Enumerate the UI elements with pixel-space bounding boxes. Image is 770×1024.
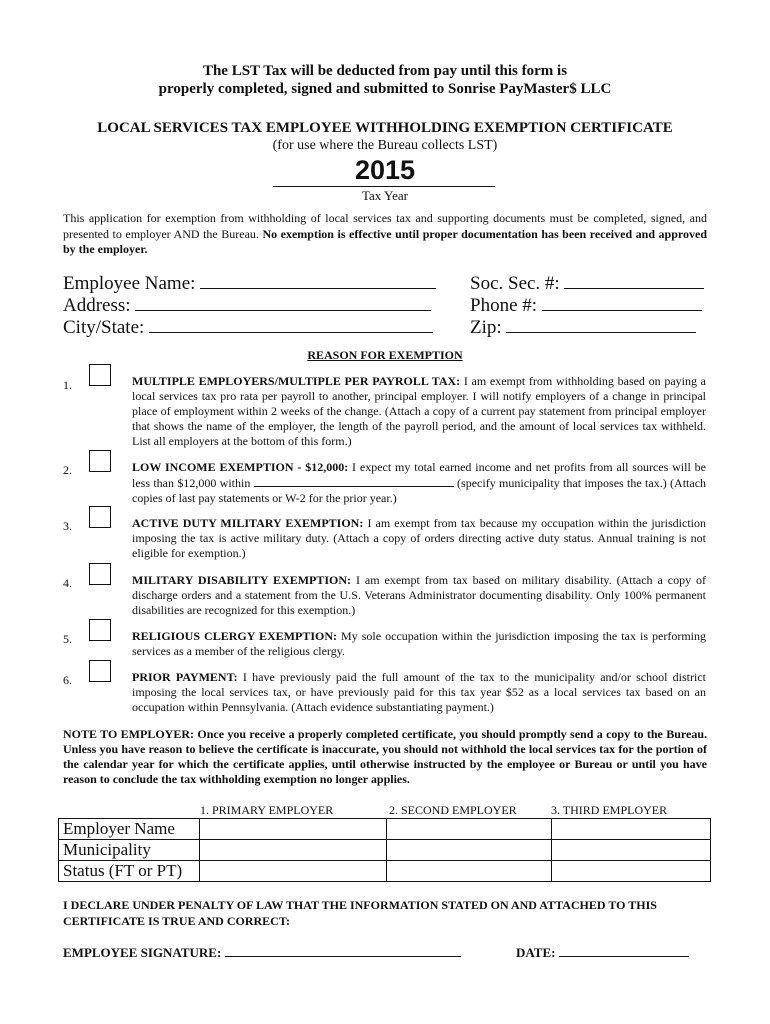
third-municipality-cell[interactable] [552,840,711,861]
phone-field[interactable] [470,294,702,317]
address-label: Address: [63,295,131,316]
ssn-line[interactable] [564,272,704,289]
reason-4-body: I am exempt from tax based on military disability. (Attach a copy of discharge orders and a statement from the U.S. Veterans Administrator documenting disability. Only 100% permanent disabilities are recognized for this exemption.) [132,573,707,617]
reason-6-checkbox[interactable] [89,660,111,682]
primary-municipality-cell[interactable] [200,840,387,861]
primary-employer-name-cell[interactable] [200,819,387,840]
reason-2-text [132,460,706,506]
zip-field[interactable] [470,316,696,339]
table-row [59,861,711,882]
employer-table [58,818,711,882]
employee-name-line[interactable] [200,272,436,289]
ssn-field[interactable] [470,272,704,295]
reason-3-title: ACTIVE DUTY MILITARY EXEMPTION: [132,516,364,530]
phone-label: Phone #: [470,295,538,316]
address-line[interactable] [135,294,431,311]
reason-3-body: I am exempt from tax because my occupation within the jurisdiction imposing the tax is active military duty. (Attach a copy of orders directing active duty status. Annual training is not eligible for exemption.) [132,516,707,560]
phone-line[interactable] [542,294,702,311]
intro-text: This application for exemption from withholding of local services tax and supporting documents must be completed, signed, and presented to employer AND the Bureau. [63,211,707,241]
third-employer-name-cell[interactable] [552,819,711,840]
reason-6-number: 6. [63,673,72,687]
reason-1-checkbox[interactable] [89,364,111,386]
tax-year-line [273,186,495,187]
reason-5-checkbox[interactable] [89,619,111,641]
tax-year-label: Tax Year [361,188,409,203]
employee-name-field[interactable] [63,272,436,295]
reason-1-text [132,374,706,449]
employee-name-label: Employee Name: [63,273,196,294]
reason-2-body-2: (specify municipality that imposes the tax.) (Attach copies of last pay statements or W-2 for the prior year.) [132,476,707,505]
reason-6-title: PRIOR PAYMENT: [132,670,238,684]
reason-4-checkbox[interactable] [89,563,111,585]
table-row [59,819,711,840]
reason-1-body: I am exempt from withholding based on paying a local services tax pro rata per payroll to another, principal employer. I will notify employers of a change in principal place of employment within 2 weeks of the change. (Attach a copy of a current pay statement from principal employer that shows the name of the employer, the length of the payroll period, and the amount of local services tax withheld. List all employers at the bottom of this form.) [132,374,706,448]
signature-label: EMPLOYEE SIGNATURE: [63,945,222,960]
reason-6-text [132,670,706,715]
reason-3-number: 3. [63,519,72,533]
ssn-label: Soc. Sec. #: [470,273,560,294]
reason-2-number: 2. [63,463,72,477]
note-to-employer: NOTE TO EMPLOYER: Once you receive a properly completed certificate, you should promptly send a copy to the Bureau. Unless you have reason to believe the certificate is inaccurate, you should not withhold the local services tax for the portion of the calendar year for which the certificate applies, until otherwise instructed by the employee or Bureau or until you have reason to conclude the tax withholding exemption no longer applies. [63,727,707,786]
signature-field[interactable] [63,944,461,961]
second-employer-name-cell[interactable] [387,819,552,840]
declaration: I DECLARE UNDER PENALTY OF LAW THAT THE INFORMATION STATED ON AND ATTACHED TO THIS CERTIFICATE IS TRUE AND CORRECT: [63,898,657,928]
zip-label: Zip: [470,317,502,338]
third-status-cell[interactable] [552,861,711,882]
second-municipality-cell[interactable] [387,840,552,861]
intro-paragraph [63,211,707,258]
reason-2-title: LOW INCOME EXEMPTION - $12,000: [132,460,349,474]
reason-4-text [132,573,706,618]
second-status-cell[interactable] [387,861,552,882]
reason-5-text [132,629,706,659]
city-state-field[interactable] [63,316,433,339]
reason-5-title: RELIGIOUS CLERGY EXEMPTION: [132,629,337,643]
reason-5-number: 5. [63,632,72,646]
city-state-label: City/State: [63,317,145,338]
intro-bold: No exemption is effective until proper documentation has been received and approved by the employer. [63,226,707,256]
date-field[interactable] [516,944,689,961]
date-label: DATE: [516,945,556,960]
form-subtitle: (for use where the Bureau collects LST) [272,138,498,153]
reason-2-checkbox[interactable] [89,450,111,472]
reason-3-text [132,516,706,561]
tax-year-value: 2015 [354,155,416,185]
city-state-line[interactable] [149,316,433,333]
column-third-employer: 3. THIRD EMPLOYER [551,803,668,817]
address-field[interactable] [63,294,431,317]
reason-1-title: MULTIPLE EMPLOYERS/MULTIPLE PER PAYROLL TAX: [132,374,461,388]
zip-line[interactable] [506,316,696,333]
reason-1-number: 1. [63,378,72,392]
row-label-municipality: Municipality [59,840,200,861]
column-primary-employer: 1. PRIMARY EMPLOYER [200,803,334,817]
primary-status-cell[interactable] [200,861,387,882]
reason-4-title: MILITARY DISABILITY EXEMPTION: [132,573,352,587]
reason-2-body-1: I expect my total earned income and net profits from all sources will be less than $12,000 within [132,460,706,490]
date-line[interactable] [559,944,689,957]
row-label-status: Status (FT or PT) [59,861,200,882]
header-line-2: properly completed, signed and submitted to Sonrise PayMaster$ LLC [158,81,612,97]
reason-4-number: 4. [63,576,72,590]
reason-6-body: I have previously paid the full amount of the tax to the municipality and/or school district imposing the local services tax, or have previously paid for this tax year $52 as a local services tax based on an occupation within Pennsylvania. (Attach evidence substantiating payment.) [132,670,706,714]
row-label-employer-name: Employer Name [59,819,200,840]
signature-line[interactable] [225,944,461,957]
reason-heading: REASON FOR EXEMPTION [307,348,463,362]
header-line-1: The LST Tax will be deducted from pay until this form is [202,63,568,79]
reason-3-checkbox[interactable] [89,506,111,528]
table-row [59,840,711,861]
reason-5-body: My sole occupation within the jurisdiction imposing the tax is performing services as a member of the religious clergy. [132,629,707,658]
column-second-employer: 2. SECOND EMPLOYER [389,803,517,817]
form-title: LOCAL SERVICES TAX EMPLOYEE WITHHOLDING EXEMPTION CERTIFICATE [97,120,673,136]
municipality-line[interactable] [254,475,454,487]
